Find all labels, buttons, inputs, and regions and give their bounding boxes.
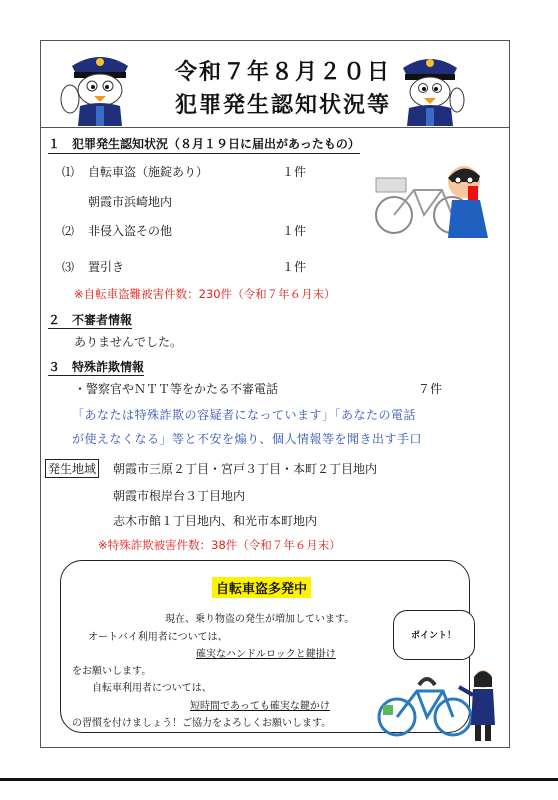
section1-heading: １ 犯罪発生認知状況（８月１９日に届出があったもの） <box>48 135 360 154</box>
item1-number: ⑴ <box>62 165 75 179</box>
area-line3: 志木市館１丁目地内、和光市本町地内 <box>113 514 318 528</box>
callout-line5: 自転車利用者については、 <box>92 683 212 694</box>
bicycle-theft-note: ※自転車盗難被害件数：230件（令和７年６月末） <box>74 287 336 301</box>
callout-line3: 確実なハンドルロックと鍵掛け <box>196 649 336 660</box>
item2-count: １件 <box>282 224 307 238</box>
callout-line1: 現在、乗り物盗の発生が増加しています。 <box>165 614 355 625</box>
item2-number: ⑵ <box>62 224 75 238</box>
scam-call-label: ・警察官やＮＴＴ等をかたる不審電話 <box>74 382 279 396</box>
bicycle-thief-illustration-icon <box>372 160 490 238</box>
scam-description-line1: 「あなたは特殊詐欺の容疑者になっています」「あなたの電話 <box>72 408 417 422</box>
page-bottom-rule <box>0 778 558 781</box>
item1-count: １件 <box>282 165 307 179</box>
section2-body: ありませんでした。 <box>74 335 183 349</box>
item1-label: 自転車盗（施錠あり） <box>88 165 209 179</box>
item3-number: ⑶ <box>62 260 75 274</box>
police-mascot-right-icon <box>395 48 465 126</box>
bicycle-lock-woman-illustration-icon <box>375 665 505 743</box>
area-line1: 朝霞市三原２丁目・宮戸３丁目・本町２丁目地内 <box>113 462 378 476</box>
header-divider <box>40 127 510 128</box>
callout-line4: をお願いします。 <box>72 666 152 677</box>
item2-label: 非侵入盗その他 <box>88 224 173 238</box>
section3-heading: ３ 特殊詐欺情報 <box>48 360 145 374</box>
item3-count: １件 <box>282 260 307 274</box>
scam-description-line2: が使えなくなる」等と不安を煽り、個人情報等を聞き出す手口 <box>72 432 423 446</box>
fraud-damage-note: ※特殊詐欺被害件数：38件（令和７年６月末） <box>98 538 341 552</box>
scam-call-count: ７件 <box>418 382 443 396</box>
area-line2: 朝霞市根岸台３丁目地内 <box>113 489 246 503</box>
section2-heading: ２ 不審者情報 <box>48 313 133 327</box>
callout-line6: 短時間であっても確実な鍵かけ <box>190 701 330 712</box>
item3-label: 置引き <box>88 260 125 274</box>
callout-title: 自転車盗多発中 <box>212 577 311 598</box>
title-heading: 犯罪発生認知状況等 <box>175 93 392 118</box>
callout-line2: オートバイ利用者については、 <box>88 632 228 643</box>
point-label: ポイント！ <box>411 631 457 641</box>
area-label: 発生地域 <box>45 459 99 478</box>
police-mascot-left-icon <box>60 44 140 126</box>
callout-line7: の習慣を付けましょう！ご協力をよろしくお願いします。 <box>72 718 332 729</box>
title-date: 令和７年８月２０日 <box>175 60 392 85</box>
item1-location: 朝霞市浜崎地内 <box>88 195 173 209</box>
